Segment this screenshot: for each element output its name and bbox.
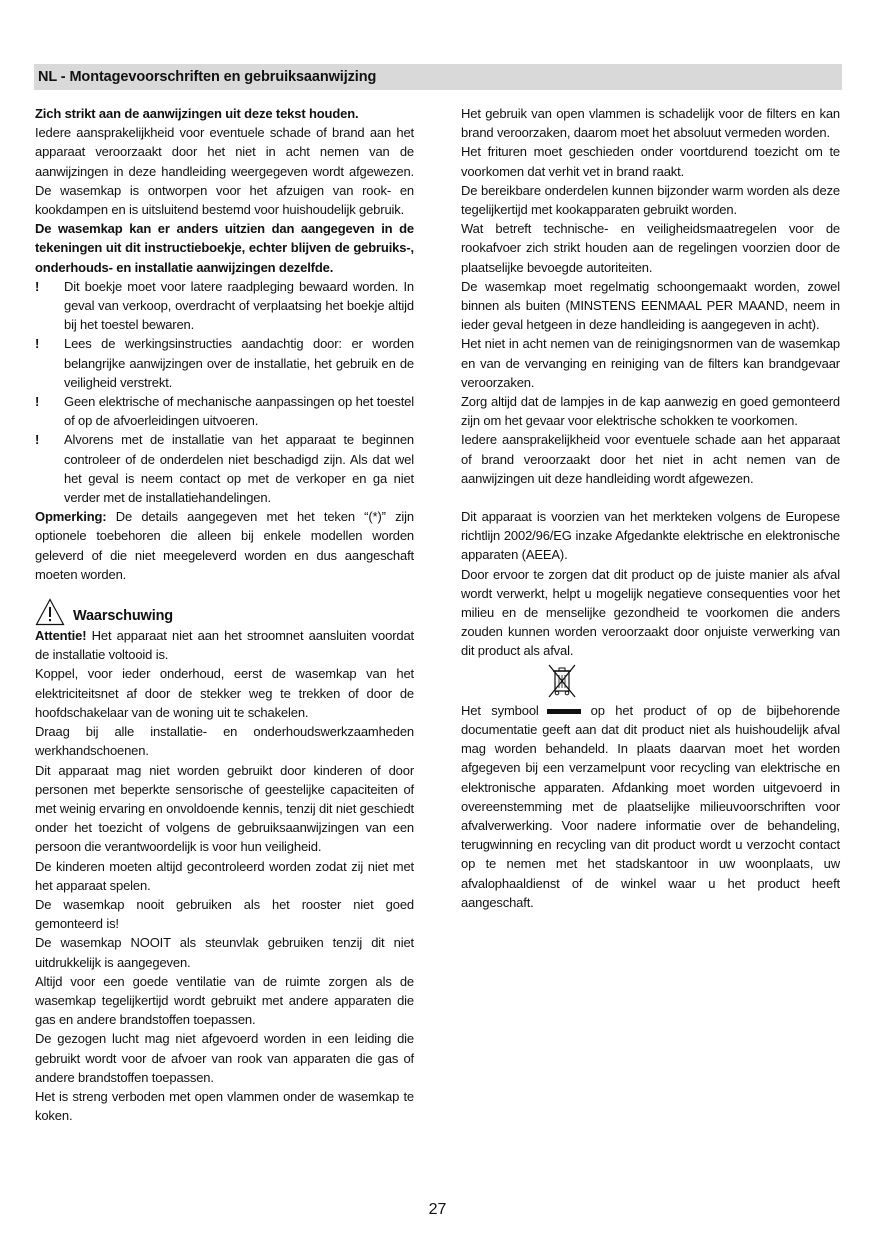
attention-text: Het apparaat niet aan het stroomnet aansluiten voordat de installatie voltooid is. — [35, 628, 414, 663]
warning-heading — [35, 596, 414, 626]
section-header — [34, 64, 842, 90]
exclamation-icon: ! — [35, 336, 40, 352]
warning-title: Waarschuwing — [73, 607, 173, 624]
paragraph: Het is streng verboden met open vlammen onder de wasemkap te koken. — [35, 1088, 414, 1124]
weee-paragraph: Dit apparaat is voorzien van het merkteken volgens de Europese richtlijn 2002/96/EG inzake Afgedankte elektrische en elektronische apparaten (AEEA). — [461, 509, 840, 563]
paragraph: Altijd voor een goede ventilatie van de ruimte zorgen als de wasemkap tegelijkertijd wordt gebruikt met andere apparaten die gas en andere brandstoffen toepassen. — [35, 973, 414, 1028]
remark — [35, 507, 414, 584]
bullet-item: ! Dit boekje moet voor latere raadpleging bewaard worden. In geval van verkoop, overdracht of verplaatsing het boekje altijd bij het toestel bewaren. — [35, 278, 414, 333]
paragraph: De wasemkap NOOIT als steunvlak gebruiken tenzij dit niet uitdrukkelijk is aangegeven. — [35, 935, 414, 970]
symbol-text: op het product of op de bijbehorende documentatie geeft aan dat dit product niet als huishoudelijk afval mag worden behandeld. In plaats daarvan moet het worden afgegeven bij een verzamelpunt voor recycling van elektrische en elektronische apparaten. Afdanking moet worden uitgevoerd in overeenstemming met de plaatselijke milieuvoorschriften voor afvalverwerking. Voor nadere informatie over de behandeling, terugwinning en recycling van dit product wordt u verzocht contact op te nemen met het stadskantoor in uw woonplaats, uw afvalophaaldienst of de winkel waar u het product heeft aangeschaft. — [461, 702, 840, 910]
attention — [35, 626, 414, 664]
weee-symbol-row — [461, 661, 840, 701]
bullet-item: ! Lees de werkingsinstructies aandachtig door: er worden belangrijke aanwijzingen over de installatie, het gebruik en de veiligheid verstrekt. — [35, 336, 414, 390]
attention-label: Attentie! — [35, 628, 87, 644]
warning-triangle-icon — [35, 598, 65, 626]
paragraph: Het frituren moet geschieden onder voortdurend toezicht om te voorkomen dat verhit vet in brand raakt. — [461, 144, 840, 179]
paragraph: Wat betreft technische- en veiligheidsmaatregelen voor de rookafvoer zich strikt houden aan de regelingen voorzien door de plaatselijke bevoegde autoriteiten. — [461, 221, 840, 275]
solid-bar-icon — [547, 709, 581, 714]
paragraph: Draag bij alle installatie- en onderhoudswerkzaamheden werkhandschoenen. — [35, 724, 414, 759]
paragraph: Zorg altijd dat de lampjes in de kap aanwezig en goed gemonteerd zijn om het gevaar voor elektrische schokken te voorkomen. — [461, 394, 840, 429]
paragraph: De wasemkap nooit gebruiken als het rooster niet goed gemonteerd is! — [35, 896, 414, 932]
crossed-bin-icon — [547, 663, 577, 699]
section-title: NL - Montagevoorschriften en gebruiksaanwijzing — [38, 69, 377, 85]
paragraph: De kinderen moeten altijd gecontroleerd worden zodat zij niet met het apparaat spelen. — [35, 858, 414, 893]
remark-text: De details aangegeven met het teken “(*)” zijn optionele toebehoren die alleen bij enkele modellen worden geleverd of die niet meegeleverd worden en dus aangeschaft moeten worden. — [35, 509, 414, 582]
right-column — [461, 104, 840, 912]
paragraph: Het gebruik van open vlammen is schadelijk voor de filters en kan brand veroorzaken, daarom moet het absoluut vermeden worden. — [461, 106, 840, 141]
paragraph: De gezogen lucht mag niet afgevoerd worden in een leiding die gebruikt wordt voor de afvoer van rook van apparaten die gas of andere brandstoffen toepassen. — [35, 1031, 414, 1085]
bullet-item: ! Alvorens met de installatie van het apparaat te beginnen controleer of de onderdelen niet beschadigd zijn. Als dat wel het geval is neem contact op met de verkoper en ga niet verder met de installatiehandelingen. — [35, 432, 414, 506]
intro-heading: Zich strikt aan de aanwijzingen uit deze tekst houden. — [35, 106, 359, 121]
exclamation-icon: ! — [35, 278, 40, 294]
symbol-lead: Het symbool — [461, 702, 539, 718]
exclamation-icon: ! — [35, 394, 40, 410]
page-number: 27 — [428, 1201, 447, 1218]
paragraph: De bereikbare onderdelen kunnen bijzonder warm worden als deze tegelijkertijd met kookapparaten gebruikt worden. — [461, 182, 840, 218]
symbol-paragraph — [461, 701, 840, 912]
weee-paragraph: Door ervoor te zorgen dat dit product op de juiste manier als afval wordt verwerkt, helpt u mogelijk negatieve consequenties voor het milieu en de menselijke gezondheid te voorkomen die anders zouden kunnen worden veroorzaakt door onjuiste verwerking van dit product als afval. — [461, 566, 840, 659]
bullet-item: ! Geen elektrische of mechanische aanpassingen op het toestel of op de afvoerleidingen uitvoeren. — [35, 394, 414, 429]
intro-text: Iedere aansprakelijkheid voor eventuele schade of brand aan het apparaat veroorzaakt door het niet in acht nemen van de aanwijzingen in deze handleiding weergegeven wordt afgewezen. De wasemkap is ontworpen voor het afzuigen van rook- en kookdampen en is uitsluitend bestemd voor huishoudelijk gebruik. — [35, 125, 414, 218]
remark-label: Opmerking: — [35, 509, 107, 525]
left-column — [35, 104, 414, 1125]
paragraph: Koppel, voor ieder onderhoud, eerst de wasemkap van het elektriciteitsnet af door de stekker weg te trekken of door de hoofdschakelaar van de woning uit te schakelen. — [35, 666, 414, 720]
exclamation-icon: ! — [35, 432, 40, 448]
notice-bold: De wasemkap kan er anders uitzien dan aangegeven in de tekeningen uit dit instructieboekje, echter blijven de gebruiks-, onderhouds- en installatie aanwijzingen dezelfde. — [35, 221, 414, 275]
paragraph: Het niet in acht nemen van de reinigingsnormen van de wasemkap en van de vervanging en reiniging van de filters kan brandgevaar veroorzaken. — [461, 336, 840, 390]
paragraph: De wasemkap moet regelmatig schoongemaakt worden, zowel binnen als buiten (MINSTENS EENMAAL PER MAAND, neem in ieder geval hetgeen in deze handleiding is aangegeven in acht). — [461, 278, 840, 333]
spacer — [461, 488, 840, 507]
paragraph: Iedere aansprakelijkheid voor eventuele schade aan het apparaat of brand veroorzaakt door het niet in acht nemen van de aanwijzingen uit deze handleiding wordt afgewezen. — [461, 432, 840, 486]
paragraph: Dit apparaat mag niet worden gebruikt door kinderen of door personen met beperkte sensorische of geestelijke capaciteiten of met weinig ervaring en onvoldoende kennis, tenzij dit niet geschiedt onder het toezicht of volgens de gebruiksaanwijzingen van een persoon die verantwoordelijk is voor hun veiligheid. — [35, 762, 414, 855]
